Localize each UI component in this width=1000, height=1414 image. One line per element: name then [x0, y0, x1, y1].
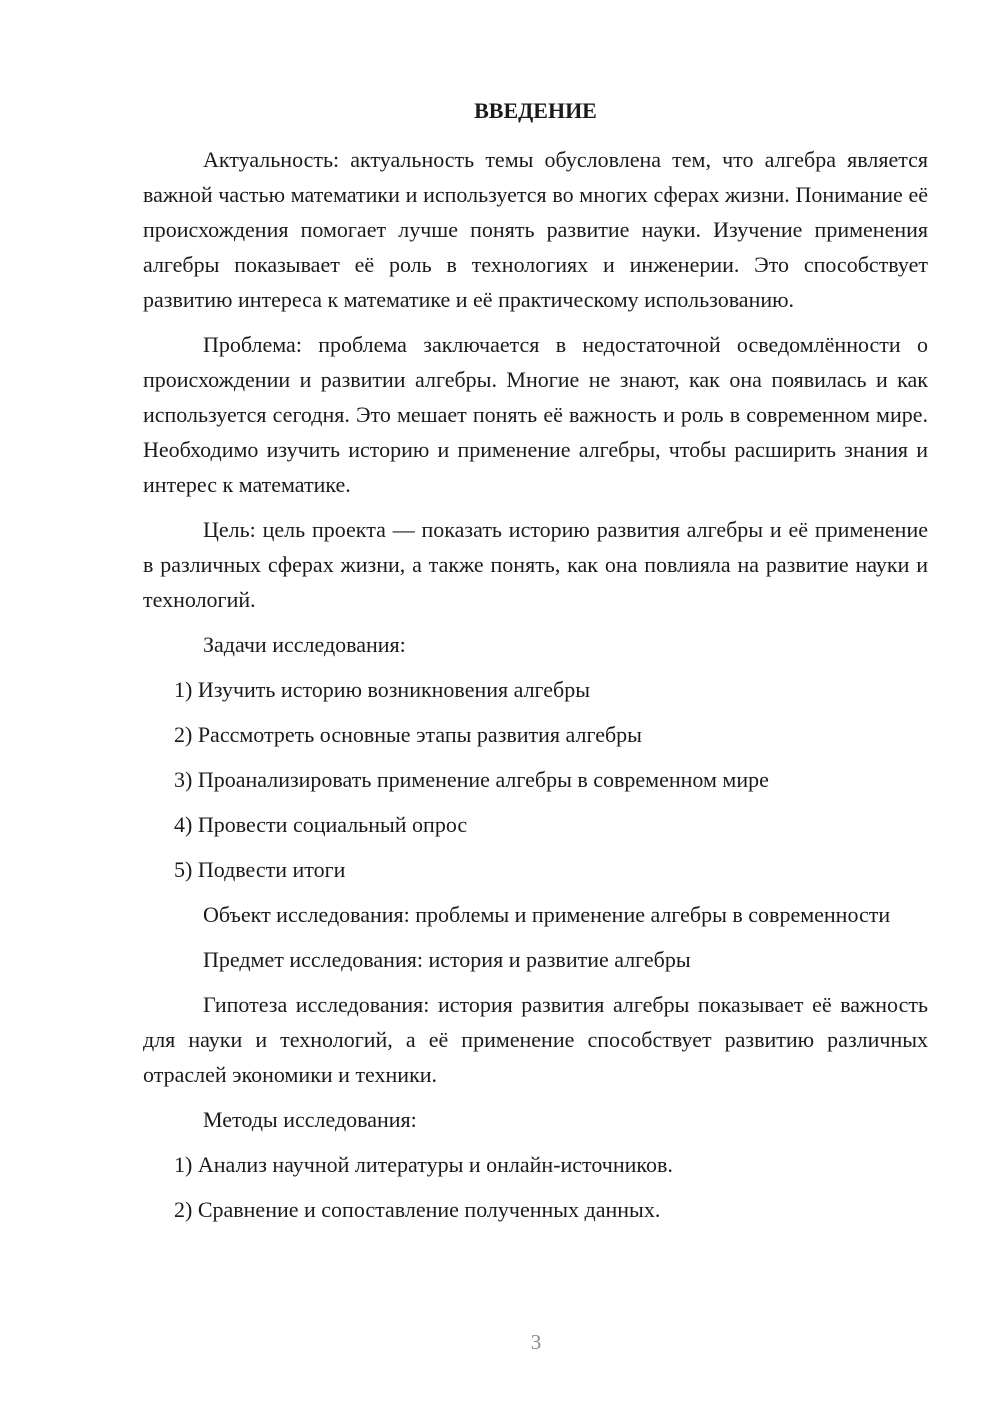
subject-paragraph: Предмет исследования: история и развитие алгебры	[203, 947, 691, 972]
list-item: 2) Сравнение и сопоставление полученных данных.	[174, 1197, 661, 1222]
list-item: 2) Рассмотреть основные этапы развития алгебры	[174, 722, 642, 747]
page-number: 3	[530, 1330, 542, 1354]
section-title: ВВЕДЕНИЕ	[474, 98, 597, 123]
list-item: 3) Проанализировать применение алгебры в современном мире	[174, 767, 769, 792]
methods-list	[143, 1147, 928, 1227]
list-item: 1) Анализ научной литературы и онлайн-источников.	[174, 1152, 673, 1177]
tasks-list	[143, 672, 928, 887]
problem-paragraph: Проблема: проблема заключается в недостаточной осведомлённости о происхождении и развитии алгебры. Многие не знают, как она появилась и как используется сегодня. Это мешает понять её важность и роль в современном мире. Необходимо изучить историю и применение алгебры, чтобы расширить знания и интерес к математике.	[143, 332, 928, 497]
list-item: 5) Подвести итоги	[174, 857, 346, 882]
goal-paragraph: Цель: цель проекта — показать историю развития алгебры и её применение в различных сферах жизни, а также понять, как она повлияла на развитие науки и технологий.	[143, 517, 928, 612]
document-page	[143, 93, 928, 1237]
list-item: 4) Провести социальный опрос	[174, 812, 468, 837]
tasks-heading: Задачи исследования:	[203, 632, 406, 657]
list-item: 1) Изучить историю возникновения алгебры	[174, 677, 591, 702]
object-paragraph: Объект исследования: проблемы и применение алгебры в современности	[203, 902, 891, 927]
hypothesis-paragraph: Гипотеза исследования: история развития алгебры показывает её важность для науки и технологий, а её применение способствует развитию различных отраслей экономики и техники.	[143, 992, 928, 1087]
relevance-paragraph: Актуальность: актуальность темы обусловлена тем, что алгебра является важной частью математики и используется во многих сферах жизни. Понимание её происхождения помогает лучше понять развитие науки. Изучение применения алгебры показывает её роль в технологиях и инженерии. Это способствует развитию интереса к математике и её практическому использованию.	[143, 147, 928, 312]
methods-heading: Методы исследования:	[203, 1107, 417, 1132]
